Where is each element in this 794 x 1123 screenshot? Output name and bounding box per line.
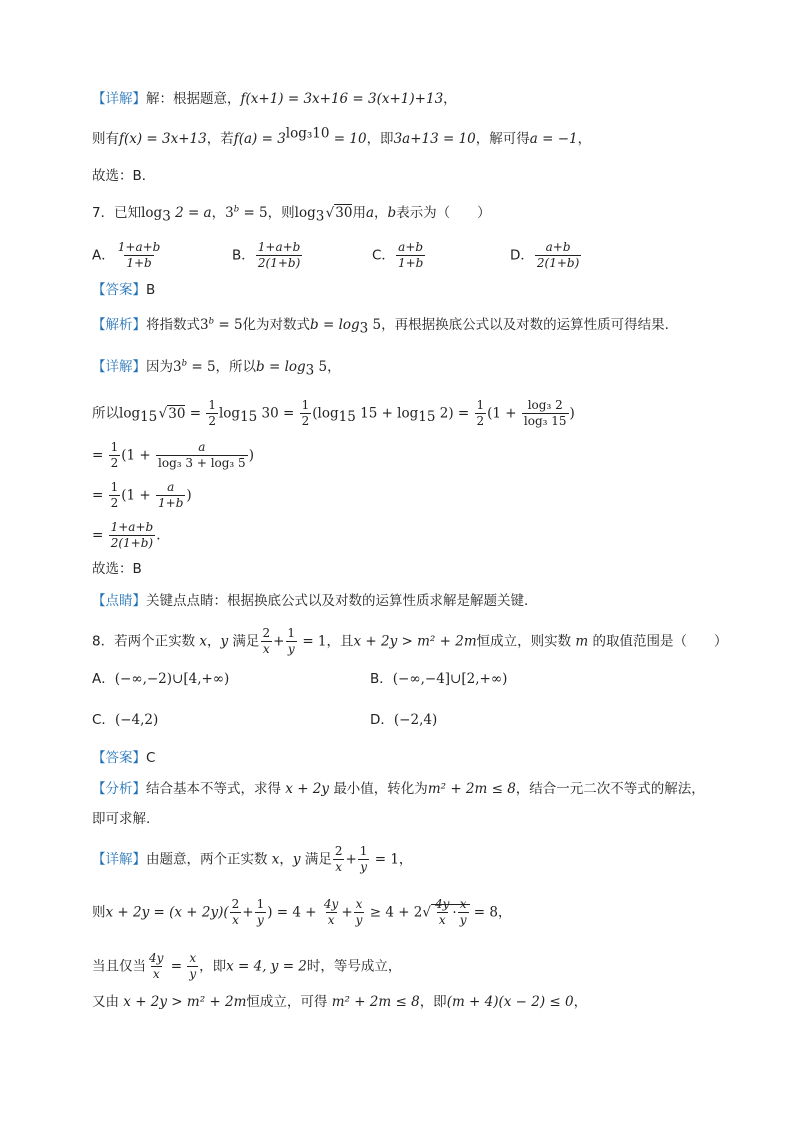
q8-step-1: 则x + 2y = (x + 2y)( $\frac{2}{x}$ + $\frac{1}{y}$ ) = 4 + $\frac{4y}{x}$ + $\frac{x}{y}$ ≥ 4 + 2√ $\frac{4y}{x}$ · $\frac{x}{y}$ = 8， [92,897,512,927]
q8-fenxi-1: 【分析】结合基本不等式，求得 x + 2y 最小值，转化为m² + 2m ≤ 8，结合一元二次不等式的解法， [92,781,705,797]
q7-step-1: 所以$\log_{15}$ √30 = $\frac{1}{2}$ $\log_{15} 30$ = $\frac{1}{2}$ ($\log_{15}$ $15 + \log_{15} 2$) = $\frac{1}{2}$ (1 + $\frac{\text{log₃ 2}}{\text{log₃ 15}}$ ) [92,398,575,428]
q7-analysis: 【解析】将指数式$3^b = 5$化为对数式$b = \log_3 5$，再根据换底公式以及对数的运算性质可得结果. [92,316,669,337]
q7-tip: 【点睛】关键点点睛：根据换底公式以及对数的运算性质求解是解题关键. [92,593,529,609]
q8-option-b: B．(−∞,−4]∪[2,+∞) [370,671,508,687]
q7-option-b: B． $\frac{1+a+b}{2(1+b)}$ [232,240,301,270]
q7-option-c: C． $\frac{a+b}{1+b}$ [372,240,424,270]
q8-option-d: D．(−2,4) [370,712,438,728]
q7-step-3: = $\frac{1}{2}$ (1 + $\frac{a}{1+b}$ ) [92,480,192,510]
q7-detail: 【详解】因为$3^b = 5$，所以$b = \log_3 5$， [92,358,341,379]
q8-detail: 【详解】由题意，两个正实数 x，y 满足 $\frac{2}{x}$ + $\frac{1}{y}$ = 1， [92,844,413,874]
q6-detail-line: 【详解】解：根据题意，f(x+1) = 3x+16 = 3(x+1)+13， [92,91,457,107]
detail-tag: 【详解】 [92,91,146,107]
q6-result-line: 则有f(x) = 3x+13，若$f(a) = 3^{log_310} = 10$，即3a+13 = 10，解可得a = −1， [92,125,592,147]
q7-option-a: A． $\frac{1+a+b}{1+b}$ [92,240,161,270]
q8-option-c: C．(−4,2) [92,712,159,728]
q8-answer: 【答案】C [92,750,156,766]
q8-option-a: A．(−∞,−2)∪[4,+∞) [92,671,230,687]
q7-step-2: = $\frac{1}{2}$ (1 + $\frac{a}{\text{log₃ 3 + log₃ 5}}$ ) [92,440,254,470]
q8-fenxi-2: 即可求解. [92,811,151,827]
q6-conclusion: 故选：B． [92,168,156,184]
formula: f(x+1) = 3x+16 = 3(x+1)+13 [240,91,444,107]
q7-option-d: D． $\frac{a+b}{2(1+b)}$ [510,240,580,270]
q7-stem: 7．已知$\log_3 2 = a$，$3^b = 5$，则$\log_3$ √30用a，b表示为（ ） [92,204,491,225]
q7-conclusion: 故选：B [92,561,142,577]
q8-step-2: 当且仅当 $\frac{4y}{x}$ = $\frac{x}{y}$ ，即x = 4, y = 2时，等号成立， [92,951,402,981]
q8-step-3: 又由 x + 2y > m² + 2m恒成立，可得 m² + 2m ≤ 8，即(m + 4)(x − 2) ≤ 0， [92,994,588,1010]
q7-step-4: = $\frac{1+a+b}{2(1+b)}$ . [92,520,161,550]
q8-stem: 8．若两个正实数 x，y 满足 $\frac{2}{x}$ + $\frac{1}{y}$ = 1，且x + 2y > m² + 2m恒成立，则实数 m 的取值范围是（ ） [92,626,728,656]
q7-answer: 【答案】B [92,282,156,298]
